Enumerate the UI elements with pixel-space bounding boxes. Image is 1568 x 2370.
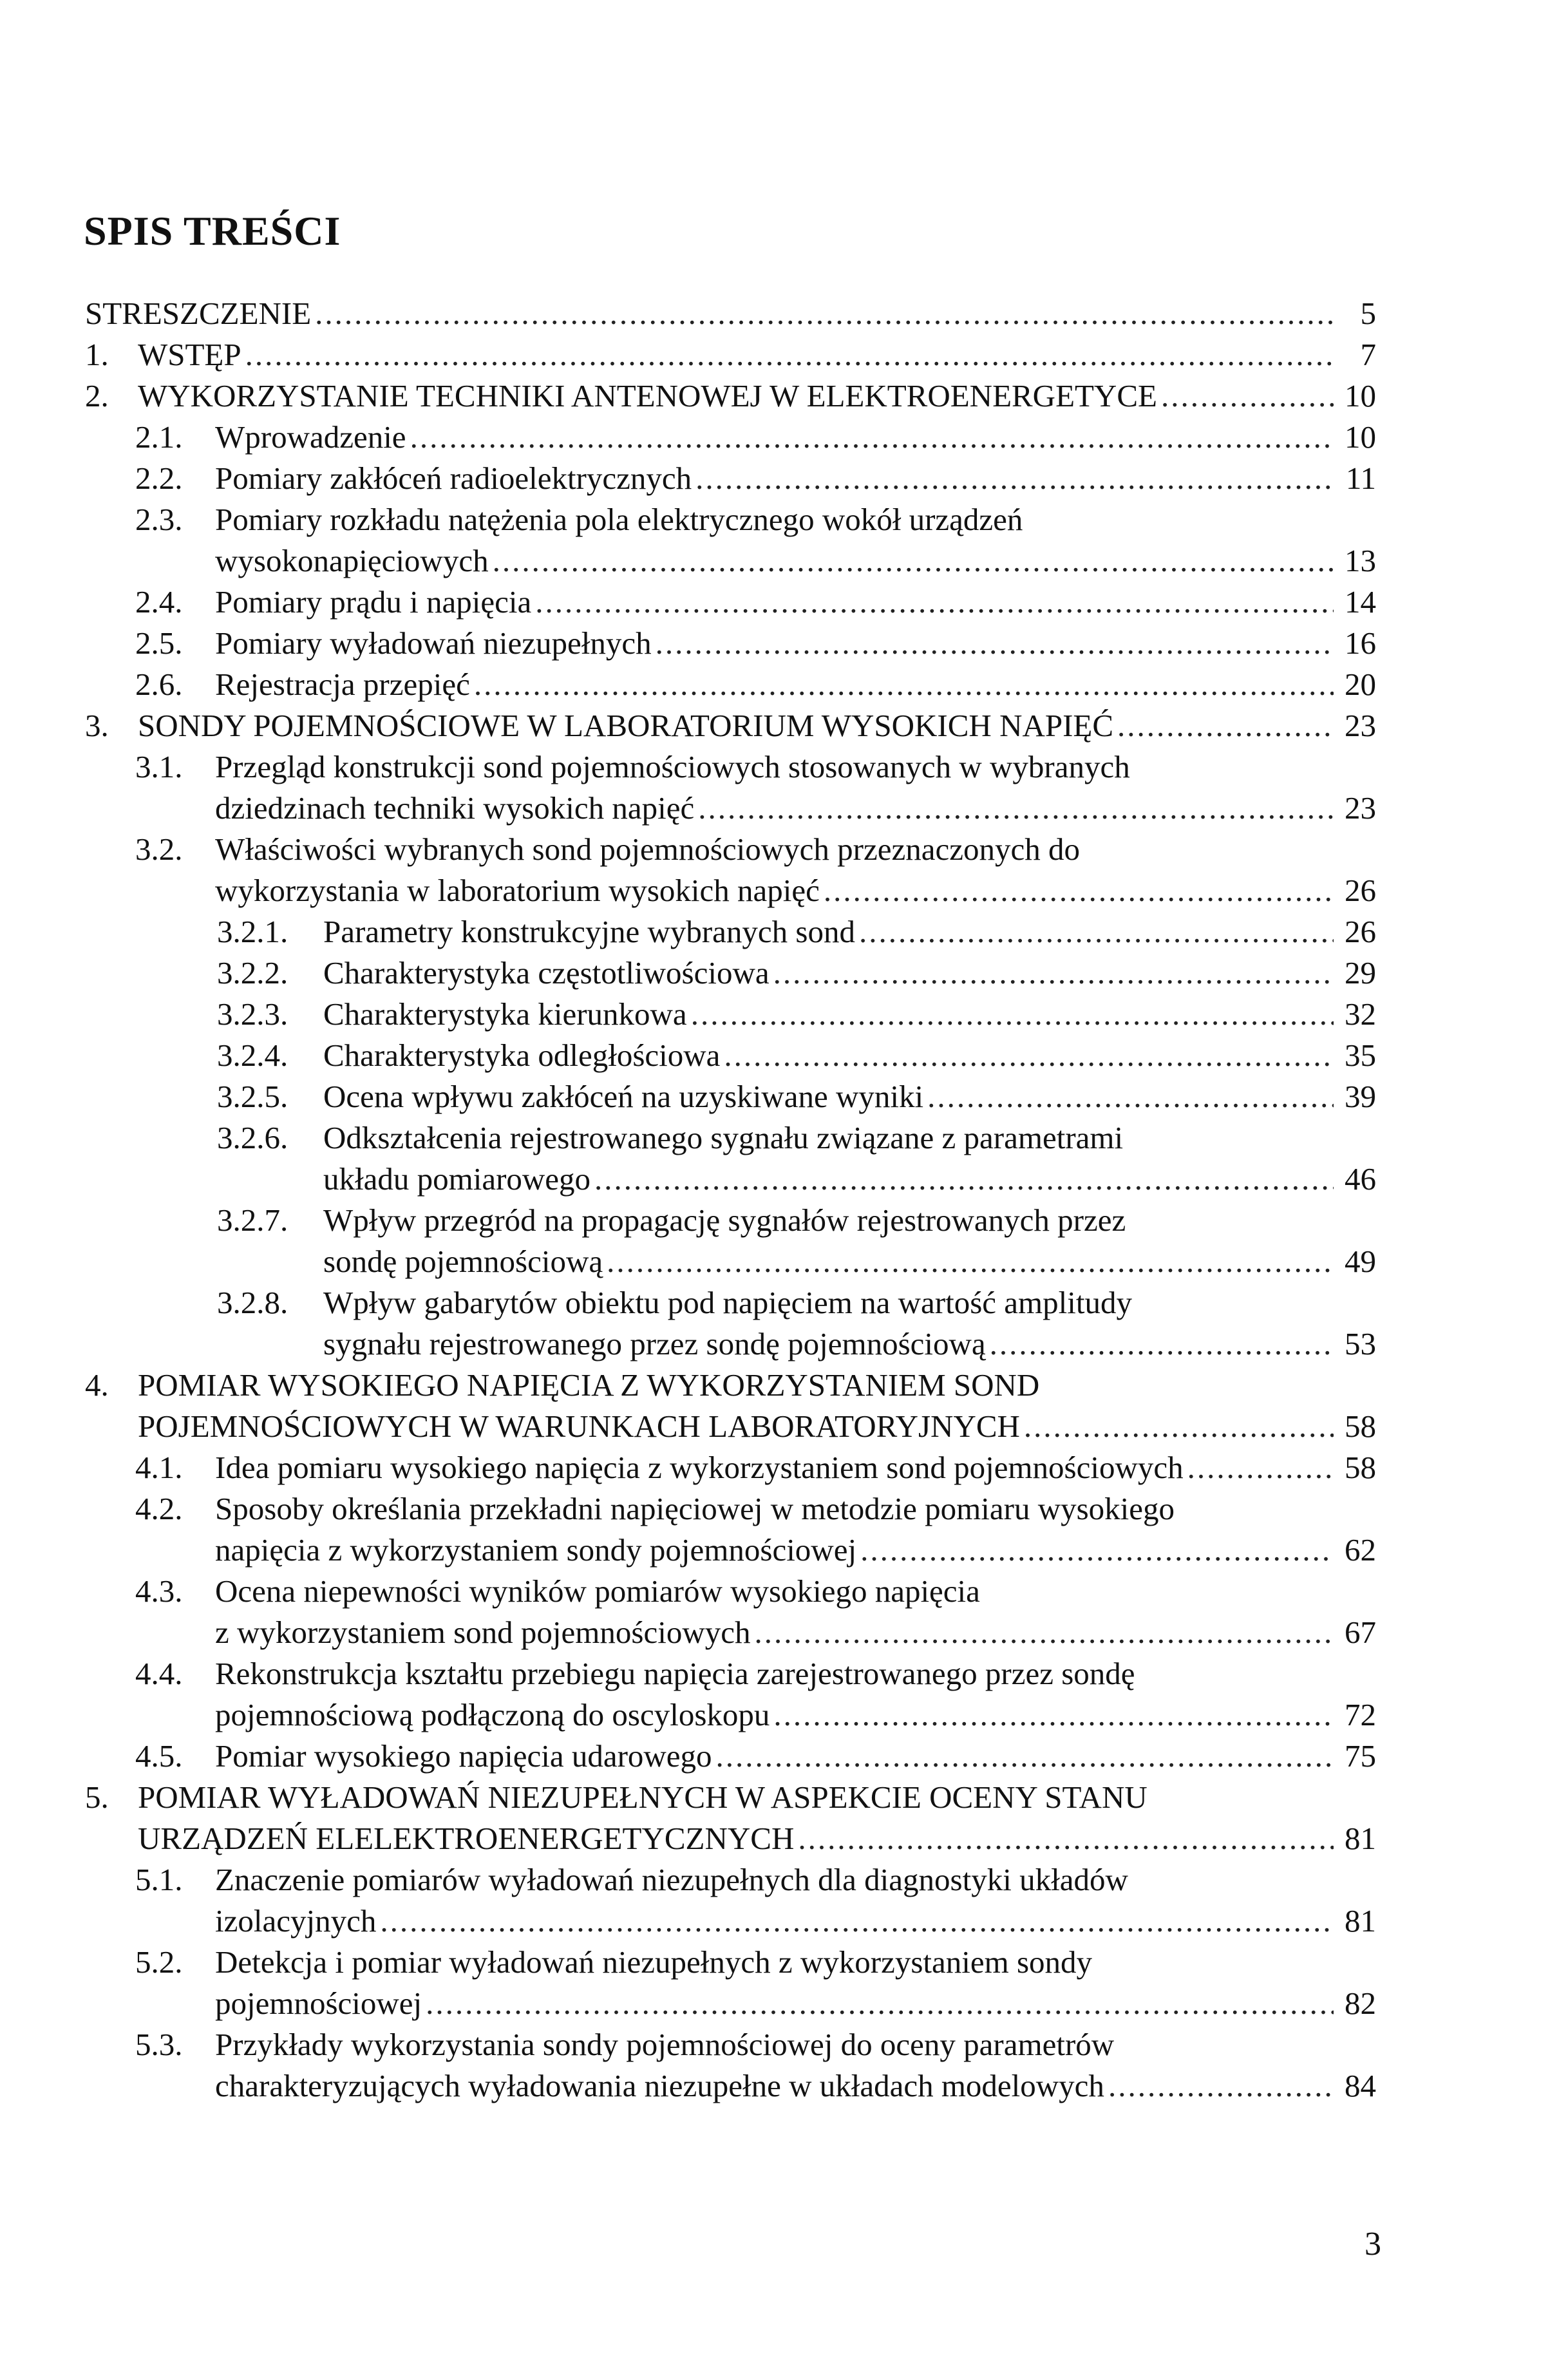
toc-entry-title: charakteryzujących wyładowania niezupełne w układach modelowych	[215, 2068, 1104, 2103]
toc-entry-page: 81	[1345, 1821, 1376, 1856]
dot-leader	[773, 1694, 1334, 1736]
toc-entry-text	[85, 705, 1376, 746]
toc-entry-page: 7	[1360, 337, 1376, 372]
toc-entry-line	[138, 1777, 1376, 1818]
toc-entry-page: 16	[1345, 625, 1376, 661]
toc-entry-page: 84	[1345, 2068, 1376, 2103]
toc-entry-number: 3.2.6.	[217, 1120, 288, 1155]
toc-entry-title: Wpływ gabarytów obiektu pod napięciem na wartość amplitudy	[323, 1285, 1132, 1320]
toc-entry-line	[215, 870, 1376, 911]
toc-entry-line	[215, 1653, 1376, 1694]
toc-entry-text	[135, 1736, 1376, 1777]
toc-entry[interactable]	[217, 1282, 1376, 1365]
toc-entry-line	[215, 1859, 1376, 1901]
toc-entry[interactable]	[217, 911, 1376, 953]
dot-leader	[698, 788, 1334, 829]
toc-entry-text	[135, 2024, 1376, 2107]
toc-entry[interactable]	[135, 746, 1376, 829]
toc-entry-title: sygnału rejestrowanego przez sondę pojemnościową	[323, 1326, 986, 1361]
page-title: SPIS TREŚCI	[84, 208, 341, 254]
toc-entry-text	[217, 1117, 1376, 1200]
toc-entry-page: 58	[1345, 1450, 1376, 1485]
toc-entry[interactable]	[135, 623, 1376, 664]
toc-entry-page: 14	[1345, 584, 1376, 620]
toc-entry-text	[135, 1942, 1376, 2024]
toc-entry[interactable]	[85, 293, 1376, 334]
toc-entry[interactable]	[135, 829, 1376, 911]
toc-entry[interactable]	[217, 1076, 1376, 1117]
toc-entry-title: URZĄDZEŃ ELELEKTROENERGETYCZNYCH	[138, 1821, 795, 1856]
toc-entry-title: izolacyjnych	[215, 1903, 377, 1939]
toc-entry[interactable]	[135, 499, 1376, 582]
toc-entry[interactable]	[135, 664, 1376, 705]
toc-entry-line	[323, 953, 1376, 994]
dot-leader	[594, 1159, 1334, 1200]
toc-entry-line	[215, 417, 1376, 458]
toc-entry-line	[215, 2024, 1376, 2065]
toc-entry-page: 20	[1345, 667, 1376, 702]
dot-leader	[859, 911, 1334, 953]
toc-entry-line	[323, 1200, 1376, 1241]
toc-entry-line	[215, 1447, 1376, 1488]
toc-entry-text	[135, 1447, 1376, 1488]
toc-entry-title: Charakterystyka kierunkowa	[323, 996, 687, 1032]
toc-entry-title: napięcia z wykorzystaniem sondy pojemnościowej	[215, 1532, 857, 1568]
toc-entry-text	[217, 1200, 1376, 1282]
toc-entry-line	[215, 746, 1376, 788]
dot-leader	[245, 334, 1334, 375]
toc-entry-number: 5.2.	[135, 1944, 183, 1980]
toc-entry-text	[135, 664, 1376, 705]
toc-entry-line	[138, 334, 1376, 375]
toc-entry-page: 10	[1345, 378, 1376, 413]
toc-entry-line	[323, 1076, 1376, 1117]
toc-entry-number: 2.3.	[135, 502, 183, 537]
toc-entry-number: 4.4.	[135, 1656, 183, 1691]
toc-entry-number: 3.2.8.	[217, 1285, 288, 1320]
toc-entry-text	[217, 953, 1376, 994]
toc-entry-title: Pomiary zakłóceń radioelektrycznych	[215, 460, 692, 496]
toc-entry-line	[215, 1612, 1376, 1653]
dot-leader	[860, 1530, 1334, 1571]
toc-entry-number: 3.2.4.	[217, 1038, 288, 1073]
toc-entry-line	[215, 1694, 1376, 1736]
toc-entry-page: 29	[1345, 955, 1376, 991]
toc-entry-page: 82	[1345, 1986, 1376, 2021]
toc-entry[interactable]	[135, 1942, 1376, 2024]
toc-entry-title: STRESZCZENIE	[85, 296, 312, 331]
toc-entry-line	[323, 1117, 1376, 1159]
toc-entry-line	[215, 1571, 1376, 1612]
toc-entry-title: sondę pojemnościową	[323, 1244, 603, 1279]
dot-leader	[691, 994, 1334, 1035]
toc-entry-page: 81	[1345, 1903, 1376, 1939]
toc-entry-page: 23	[1345, 790, 1376, 826]
table-of-contents	[0, 293, 1568, 2107]
toc-entry[interactable]	[135, 417, 1376, 458]
toc-entry-number: 3.	[85, 708, 109, 743]
toc-entry-page: 62	[1345, 1532, 1376, 1568]
toc-entry-page: 58	[1345, 1408, 1376, 1444]
toc-entry-line	[138, 705, 1376, 746]
dot-leader	[607, 1241, 1334, 1282]
toc-entry-line	[215, 1530, 1376, 1571]
toc-entry-number: 4.3.	[135, 1573, 183, 1609]
toc-entry-text	[217, 1035, 1376, 1076]
toc-entry-title: Wpływ przegród na propagację sygnałów rejestrowanych przez	[323, 1202, 1126, 1238]
toc-entry-title: WSTĘP	[138, 337, 241, 372]
toc-entry-page: 72	[1345, 1697, 1376, 1732]
toc-entry-text	[217, 1282, 1376, 1365]
toc-entry-title: Rekonstrukcja kształtu przebiegu napięcia zarejestrowanego przez sondę	[215, 1656, 1135, 1691]
dot-leader	[315, 293, 1334, 334]
dot-leader	[990, 1323, 1334, 1365]
toc-entry-title: wykorzystania w laboratorium wysokich napięć	[215, 873, 820, 908]
toc-entry-text	[135, 746, 1376, 829]
toc-entry-number: 4.	[85, 1367, 109, 1403]
toc-entry-title: Pomiary rozkładu natężenia pola elektrycznego wokół urządzeń	[215, 502, 1023, 537]
toc-entry-title: Znaczenie pomiarów wyładowań niezupełnych dla diagnostyki układów	[215, 1862, 1128, 1897]
toc-entry-page: 26	[1345, 873, 1376, 908]
toc-entry-text	[135, 623, 1376, 664]
toc-entry-text	[217, 911, 1376, 953]
toc-entry-line	[215, 582, 1376, 623]
toc-entry-title: Sposoby określania przekładni napięciowej w metodzie pomiaru wysokiego	[215, 1491, 1175, 1526]
toc-entry-title: Rejestracja przepięć	[215, 667, 470, 702]
toc-entry-page: 26	[1345, 914, 1376, 949]
dot-leader	[380, 1901, 1334, 1942]
toc-entry-page: 13	[1345, 543, 1376, 578]
dot-leader	[773, 953, 1334, 994]
toc-entry-text	[135, 458, 1376, 499]
toc-entry-number: 5.1.	[135, 1862, 183, 1897]
toc-entry-text	[217, 994, 1376, 1035]
dot-leader	[927, 1076, 1334, 1117]
toc-entry-line	[323, 994, 1376, 1035]
dot-leader	[1187, 1447, 1334, 1488]
toc-entry-page: 11	[1345, 460, 1376, 496]
toc-entry-text	[135, 499, 1376, 582]
toc-entry-line	[323, 911, 1376, 953]
toc-entry-number: 3.2.	[135, 831, 183, 867]
toc-entry-title: SONDY POJEMNOŚCIOWE W LABORATORIUM WYSOKICH NAPIĘĆ	[138, 708, 1114, 743]
toc-entry-title: z wykorzystaniem sond pojemnościowych	[215, 1615, 751, 1650]
toc-entry-line	[215, 1736, 1376, 1777]
toc-entry[interactable]	[135, 2024, 1376, 2107]
toc-entry-text	[135, 1488, 1376, 1571]
toc-entry-title: WYKORZYSTANIE TECHNIKI ANTENOWEJ W ELEKTROENERGETYCE	[138, 378, 1157, 413]
toc-entry-line	[215, 664, 1376, 705]
toc-entry[interactable]	[135, 458, 1376, 499]
toc-entry-line	[215, 829, 1376, 870]
toc-entry-line	[215, 1901, 1376, 1942]
toc-entry-line	[323, 1282, 1376, 1323]
toc-entry[interactable]	[135, 1859, 1376, 1942]
toc-entry-title: Charakterystyka odległościowa	[323, 1038, 721, 1073]
toc-entry-number: 2.2.	[135, 460, 183, 496]
toc-entry-text	[85, 293, 1376, 334]
toc-entry-title: Idea pomiaru wysokiego napięcia z wykorzystaniem sond pojemnościowych	[215, 1450, 1184, 1485]
toc-entry-page: 32	[1345, 996, 1376, 1032]
toc-entry-page: 46	[1345, 1161, 1376, 1197]
dot-leader	[724, 1035, 1334, 1076]
dot-leader	[535, 582, 1334, 623]
toc-entry[interactable]	[135, 1447, 1376, 1488]
toc-entry-number: 3.1.	[135, 749, 183, 784]
toc-entry-number: 3.2.2.	[217, 955, 288, 991]
toc-entry-page: 49	[1345, 1244, 1376, 1279]
toc-entry-page: 10	[1345, 419, 1376, 455]
toc-entry-line	[215, 623, 1376, 664]
toc-entry-page: 53	[1345, 1326, 1376, 1361]
toc-entry-text	[217, 1076, 1376, 1117]
page-number: 3	[1365, 2226, 1381, 2262]
toc-entry-text	[135, 1859, 1376, 1942]
toc-entry-page: 67	[1345, 1615, 1376, 1650]
toc-entry[interactable]	[135, 1653, 1376, 1736]
toc-entry-text	[135, 582, 1376, 623]
toc-entry-number: 3.2.7.	[217, 1202, 288, 1238]
toc-entry-line	[215, 540, 1376, 582]
toc-entry-title: dziedzinach techniki wysokich napięć	[215, 790, 695, 826]
toc-entry-number: 2.	[85, 378, 109, 413]
dot-leader	[1024, 1406, 1334, 1447]
toc-entry-title: Ocena wpływu zakłóceń na uzyskiwane wyniki	[323, 1079, 924, 1114]
toc-entry[interactable]	[135, 582, 1376, 623]
toc-entry-title: Właściwości wybranych sond pojemnościowych przeznaczonych do	[215, 831, 1080, 867]
toc-entry-text	[135, 417, 1376, 458]
toc-entry-line	[323, 1035, 1376, 1076]
toc-entry[interactable]	[217, 953, 1376, 994]
toc-entry-number: 5.	[85, 1779, 109, 1815]
toc-entry[interactable]	[217, 1200, 1376, 1282]
toc-entry-line	[215, 2065, 1376, 2107]
toc-entry-number: 3.2.3.	[217, 996, 288, 1032]
toc-entry-number: 2.6.	[135, 667, 183, 702]
toc-entry-line	[85, 293, 1376, 334]
toc-entry-title: Parametry konstrukcyjne wybranych sond	[323, 914, 855, 949]
dot-leader	[1108, 2065, 1334, 2107]
toc-entry-title: Pomiar wysokiego napięcia udarowego	[215, 1738, 712, 1774]
toc-entry-number: 4.2.	[135, 1491, 183, 1526]
toc-entry-page: 75	[1345, 1738, 1376, 1774]
toc-entry-title: układu pomiarowego	[323, 1161, 591, 1197]
toc-entry[interactable]	[217, 994, 1376, 1035]
dot-leader	[798, 1818, 1334, 1859]
toc-entry-line	[323, 1241, 1376, 1282]
dot-leader	[493, 540, 1334, 582]
dot-leader	[426, 1983, 1334, 2024]
toc-entry-line	[215, 1983, 1376, 2024]
toc-entry[interactable]	[135, 1571, 1376, 1653]
toc-entry-line	[215, 1488, 1376, 1530]
toc-entry-number: 1.	[85, 337, 109, 372]
toc-entry-number: 4.5.	[135, 1738, 183, 1774]
toc-entry-page: 23	[1345, 708, 1376, 743]
toc-entry-line	[323, 1159, 1376, 1200]
toc-entry[interactable]	[85, 705, 1376, 746]
toc-entry-number: 3.2.1.	[217, 914, 288, 949]
toc-entry-page: 39	[1345, 1079, 1376, 1114]
dot-leader	[754, 1612, 1334, 1653]
toc-entry-text	[135, 1653, 1376, 1736]
toc-entry-title: Ocena niepewności wyników pomiarów wysokiego napięcia	[215, 1573, 980, 1609]
toc-entry-title: Detekcja i pomiar wyładowań niezupełnych z wykorzystaniem sondy	[215, 1944, 1093, 1980]
dot-leader	[474, 664, 1334, 705]
toc-entry-title: Przegląd konstrukcji sond pojemnościowych stosowanych w wybranych	[215, 749, 1130, 784]
toc-entry[interactable]	[85, 1777, 1376, 1859]
toc-entry[interactable]	[217, 1035, 1376, 1076]
toc-entry-line	[138, 1818, 1376, 1859]
toc-entry-number: 3.2.5.	[217, 1079, 288, 1114]
dot-leader	[1161, 375, 1334, 417]
toc-entry-text	[85, 1777, 1376, 1859]
toc-entry-text	[85, 375, 1376, 417]
toc-entry-title: POJEMNOŚCIOWYCH W WARUNKACH LABORATORYJNYCH	[138, 1408, 1020, 1444]
toc-entry-line	[138, 1406, 1376, 1447]
toc-entry[interactable]	[85, 1365, 1376, 1447]
toc-entry-number: 2.1.	[135, 419, 183, 455]
dot-leader	[716, 1736, 1334, 1777]
toc-entry-title: Pomiary wyładowań niezupełnych	[215, 625, 652, 661]
toc-entry-title: Przykłady wykorzystania sondy pojemnościowej do oceny parametrów	[215, 2027, 1115, 2062]
toc-entry-line	[215, 788, 1376, 829]
toc-entry-page: 35	[1345, 1038, 1376, 1073]
toc-entry-text	[85, 334, 1376, 375]
dot-leader	[824, 870, 1334, 911]
dot-leader	[1117, 705, 1334, 746]
toc-entry-title: Charakterystyka częstotliwościowa	[323, 955, 770, 991]
toc-entry-title: POMIAR WYŁADOWAŃ NIEZUPEŁNYCH W ASPEKCIE OCENY STANU	[138, 1779, 1148, 1815]
toc-entry[interactable]	[217, 1117, 1376, 1200]
dot-leader	[656, 623, 1334, 664]
toc-entry-text	[135, 829, 1376, 911]
toc-entry-title: Wprowadzenie	[215, 419, 406, 455]
toc-entry-title: Odkształcenia rejestrowanego sygnału związane z parametrami	[323, 1120, 1124, 1155]
toc-entry[interactable]	[85, 334, 1376, 375]
toc-entry-line	[138, 375, 1376, 417]
toc-entry-title: Pomiary prądu i napięcia	[215, 584, 532, 620]
toc-entry-text	[135, 1571, 1376, 1653]
toc-entry-text	[85, 1365, 1376, 1447]
dot-leader	[410, 417, 1334, 458]
toc-entry-number: 5.3.	[135, 2027, 183, 2062]
toc-entry-line	[215, 458, 1376, 499]
toc-entry[interactable]	[85, 375, 1376, 417]
toc-entry[interactable]	[135, 1736, 1376, 1777]
dot-leader	[695, 458, 1334, 499]
toc-entry-number: 4.1.	[135, 1450, 183, 1485]
toc-entry-page: 5	[1360, 296, 1376, 331]
toc-entry[interactable]	[135, 1488, 1376, 1571]
toc-entry-line	[215, 1942, 1376, 1983]
toc-entry-line	[138, 1365, 1376, 1406]
toc-entry-line	[215, 499, 1376, 540]
toc-entry-number: 2.4.	[135, 584, 183, 620]
toc-entry-number: 2.5.	[135, 625, 183, 661]
toc-entry-title: POMIAR WYSOKIEGO NAPIĘCIA Z WYKORZYSTANIEM SOND	[138, 1367, 1040, 1403]
toc-entry-title: wysokonapięciowych	[215, 543, 489, 578]
toc-entry-title: pojemnościową podłączoną do oscyloskopu	[215, 1697, 770, 1732]
toc-entry-line	[323, 1323, 1376, 1365]
toc-entry-title: pojemnościowej	[215, 1986, 422, 2021]
